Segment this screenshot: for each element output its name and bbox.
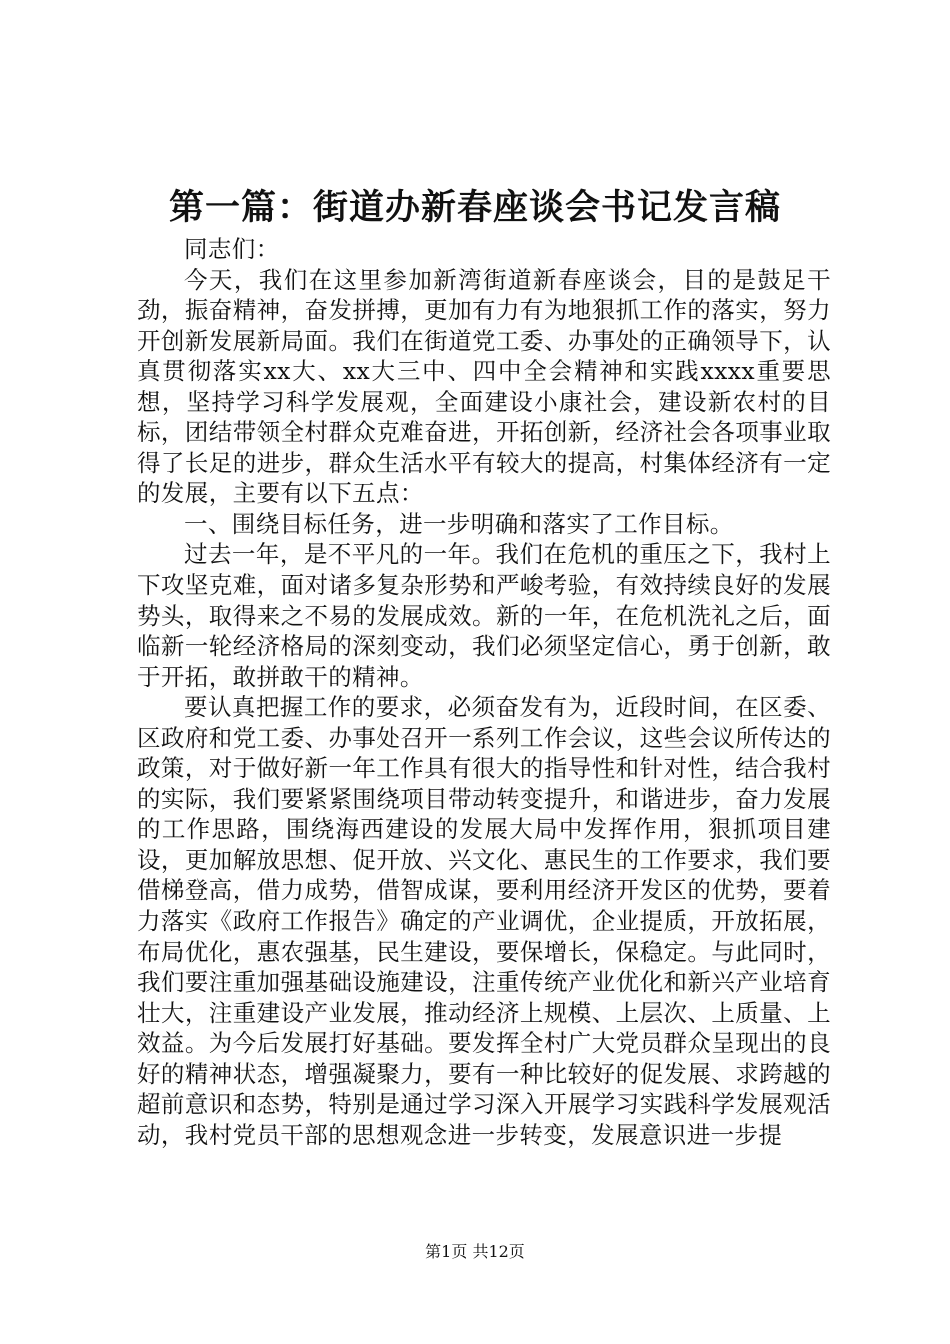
salutation-paragraph: 同志们： bbox=[184, 235, 280, 263]
body-paragraph: 要认真把握工作的要求，必须奋发有为，近段时间，在区委、区政府和党工委、办事处召开一系列工作会议，这些会议所传达的政策，对于做好新一年工作具有很大的指导性和针对性，结合我村的实际，我们要紧紧围绕项目带动转变提升，和谐进步，奋力发展的工作思路，围绕海西建设的发展大局中发挥作用，狠抓项目建设，更加解放思想、促开放、兴文化、惠民生的工作要求，我们要借梯登高，借力成势，借智成谋，要利用经济开发区的优势，要着力落实《政府工作报告》确定的产业调优，企业提质，开放拓展，布局优化，惠农强基，民生建设，要保增长，保稳定。与此同时，我们要注重加强基础设施建设，注重传统产业优化和新兴产业培育壮大，注重建设产业发展，推动经济上规模、上层次、上质量、上效益。为今后发展打好基础。要发挥全村广大党员群众呈现出的良好的精神状态，增强凝聚力，要有一种比较好的促发展、求跨越的超前意识和态势，特别是通过学习深入开展学习实践科学发展观活动，我村党员干部的思想观念进一步转变，发展意识进一步提 bbox=[137, 693, 831, 1149]
body-paragraph: 今天，我们在这里参加新湾街道新春座谈会，目的是鼓足干劲，振奋精神，奋发拼搏，更加有力有为地狠抓工作的落实，努力开创新发展新局面。我们在街道党工委、办事处的正确领导下，认真贯彻落实xx大、xx大三中、四中全会精神和实践xxxx重要思想，坚持学习科学发展观，全面建设小康社会，建设新农村的目标，团结带领全村群众克难奋进，开拓创新，经济社会各项事业取得了长足的进步，群众生活水平有较大的提高，村集体经济有一定的发展，主要有以下五点： bbox=[137, 265, 831, 508]
page-number-footer: 第1页 共12页 bbox=[425, 1242, 525, 1261]
section-heading-paragraph: 一、围绕目标任务，进一步明确和落实了工作目标。 bbox=[184, 509, 734, 538]
body-paragraph: 过去一年，是不平凡的一年。我们在危机的重压之下，我村上下攻坚克难，面对诸多复杂形势和严峻考验，有效持续良好的发展势头，取得来之不易的发展成效。新的一年，在危机洗礼之后，面临新一轮经济格局的深刻变动，我们必须坚定信心，勇于创新，敢于开拓，敢拼敢干的精神。 bbox=[137, 540, 831, 691]
document-title: 第一篇：街道办新春座谈会书记发言稿 bbox=[168, 187, 781, 228]
document-body bbox=[137, 234, 831, 1150]
